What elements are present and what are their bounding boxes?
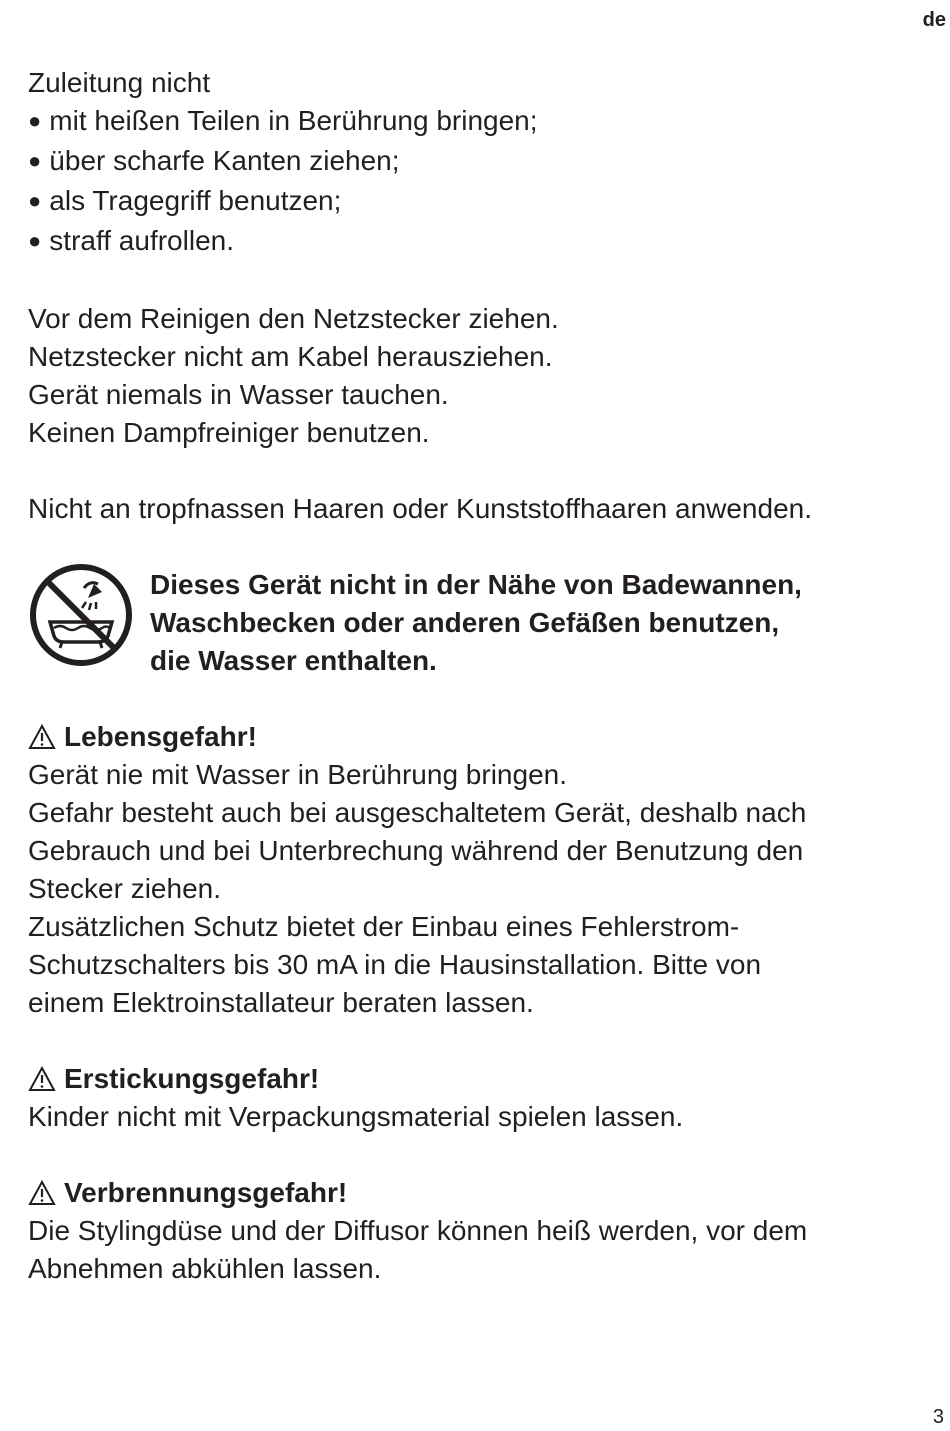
water-notice <box>28 566 928 680</box>
text-line: Kinder nicht mit Verpackungsmaterial spielen lassen. <box>28 1101 684 1132</box>
text-line: Waschbecken oder anderen Gefäßen benutzen, <box>150 607 780 638</box>
text-line: Gebrauch und bei Unterbrechung während der Benutzung den <box>28 835 804 866</box>
text-line: Nicht an tropfnassen Haaren oder Kunststoffhaaren anwenden. <box>28 493 812 524</box>
page-number: 3 <box>932 1406 944 1428</box>
list-item: ● straff aufrollen. <box>28 222 928 262</box>
cord-intro: Zuleitung nicht <box>28 67 211 98</box>
text-line: die Wasser enthalten. <box>150 645 437 676</box>
list-item: ● über scharfe Kanten ziehen; <box>28 142 928 182</box>
warning-heading <box>28 1060 928 1098</box>
text-line: Gerät nie mit Wasser in Berührung bringen. <box>28 759 567 790</box>
warning-triangle-icon <box>28 1066 56 1092</box>
warning-title: Verbrennungsgefahr! <box>64 1177 348 1208</box>
page-content <box>28 64 928 1326</box>
water-notice-text <box>150 566 802 680</box>
warning-heading <box>28 1174 928 1212</box>
text-line: Gerät niemals in Wasser tauchen. <box>28 379 449 410</box>
warning-title: Erstickungsgefahr! <box>64 1063 320 1094</box>
warning-heading <box>28 718 928 756</box>
warning-burn <box>28 1174 928 1288</box>
warning-suffocation <box>28 1060 928 1136</box>
list-item: ● als Tragegriff benutzen; <box>28 182 928 222</box>
text-line: einem Elektroinstallateur beraten lassen. <box>28 987 534 1018</box>
text-line: Abnehmen abkühlen lassen. <box>28 1253 382 1284</box>
text-line: Gefahr besteht auch bei ausgeschaltetem Gerät, deshalb nach <box>28 797 807 828</box>
warning-triangle-icon <box>28 1180 56 1206</box>
cord-instructions <box>28 64 928 262</box>
no-bathtub-icon <box>28 562 134 668</box>
language-code: de <box>922 9 946 31</box>
text-line: Schutzschalters bis 30 mA in die Hausinstallation. Bitte von <box>28 949 762 980</box>
cleaning-instructions <box>28 300 928 452</box>
hair-instruction <box>28 490 928 528</box>
text-line: Vor dem Reinigen den Netzstecker ziehen. <box>28 303 559 334</box>
text-line: Die Stylingdüse und der Diffusor können heiß werden, vor dem <box>28 1215 808 1246</box>
text-line: Dieses Gerät nicht in der Nähe von Badewannen, <box>150 569 802 600</box>
text-line: Netzstecker nicht am Kabel herausziehen. <box>28 341 553 372</box>
text-line: Keinen Dampfreiniger benutzen. <box>28 417 430 448</box>
warning-electric <box>28 718 928 1022</box>
list-item: ● mit heißen Teilen in Berührung bringen; <box>28 102 928 142</box>
text-line: Stecker ziehen. <box>28 873 221 904</box>
warning-triangle-icon <box>28 724 56 750</box>
text-line: Zusätzlichen Schutz bietet der Einbau eines Fehlerstrom- <box>28 911 740 942</box>
warning-title: Lebensgefahr! <box>64 721 257 752</box>
